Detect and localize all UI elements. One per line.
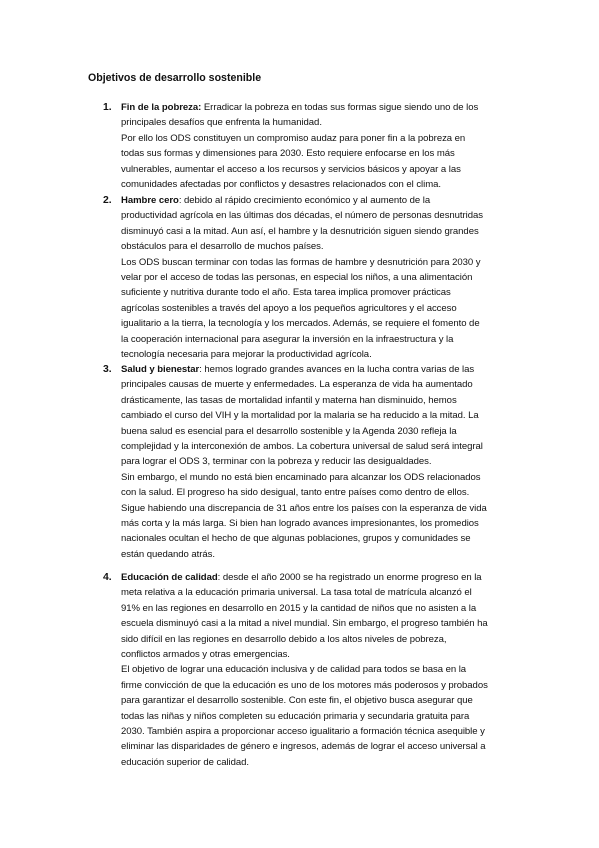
goal-heading-line: [121, 193, 430, 208]
goal-text-line: El objetivo de lograr una educación inclusiva y de calidad para todos se basa en la: [121, 664, 467, 676]
goal-text-line: todas sus formas y dimensiones para 2030. Esto requiere enfocarse en los más: [121, 148, 455, 160]
goal-text-line: para lograr el ODS 3, terminar con la pobreza y reducir las desigualdades.: [121, 456, 432, 468]
goal-text-line: escuela disminuyó casi a la mitad a nivel mundial. Sin embargo, el progreso también ha: [121, 618, 488, 630]
goal-text-line: más corta y la más larga. Si bien han logrado avances impresionantes, los promedios: [121, 518, 479, 529]
goal-text: Erradicar la pobreza en todas sus formas sigue siendo uno de los: [201, 102, 479, 113]
goal-text-line: 2030. También aspira a proporcionar acceso igualitario a formación técnica asequible y: [121, 726, 485, 737]
goal-text-line: cambiado el curso del VIH y la mortalidad por la malaria se ha reducido a la mitad. La: [121, 410, 479, 422]
goal-text-line: educación superior de calidad.: [121, 756, 249, 768]
goal-text-line: Sin embargo, el mundo no está bien encaminado para alcanzar los ODS relacionados: [121, 471, 481, 483]
goal-text-line: 91% en las regiones en desarrollo en 2015 y la cantidad de niños que no asisten a la: [121, 602, 477, 614]
goal-text-line: meta relativa a la educación primaria universal. La tasa total de matrícula alcanzó el: [121, 587, 472, 599]
goal-text-line: obstáculos para el desarrollo de muchos países.: [121, 241, 324, 253]
goal-number: 2.: [103, 195, 112, 206]
goal-text: : desde el año 2000 se ha registrado un enorme progreso en la: [217, 572, 482, 583]
goal-heading-line: [121, 362, 474, 377]
goal-text-line: todas las niñas y niños completen su educación primaria y secundaria gratuita para: [121, 710, 470, 722]
goal-text-line: con la salud. El progreso ha sido desigual, tanto entre países como dentro de ellos.: [121, 487, 470, 499]
goal-text-line: firme convicción de que la educación es uno de los motores más poderosos y probados: [121, 679, 488, 691]
goal-text-line: vulnerables, aumentar el acceso a los recursos y servicios básicos y apoyar a las: [121, 163, 461, 175]
goal-text-line: comunidades afectadas por conflictos y desastres relacionados con el clima.: [121, 179, 441, 190]
goal-number: 4.: [103, 572, 112, 583]
goal-term: Fin de la pobreza:: [121, 102, 202, 113]
goal-text-line: la cooperación internacional para asegurar la inversión en la infraestructura y la: [121, 333, 454, 345]
goal-number: 3.: [103, 364, 112, 375]
goal-text-line: para garantizar el desarrollo sostenible. Con este fin, el objetivo busca asegurar que: [121, 695, 473, 707]
goal-text-line: productividad agrícola en las últimas dos décadas, el número de personas desnutridas: [121, 210, 483, 222]
goal-text-line: agrícolas sostenibles a través del apoyo a los pequeños agricultores y el acceso: [121, 302, 457, 314]
goal-text-line: conflictos armados y otras emergencias.: [121, 649, 290, 660]
goal-text-line: sido difícil en las regiones en desarrollo debido a los altos niveles de pobreza,: [121, 633, 447, 645]
goal-text: : debido al rápido crecimiento económico y al aumento de la: [178, 195, 431, 206]
goal-text-line: nacionales ocultan el hecho de que algunas poblaciones, grupos y comunidades se: [121, 533, 471, 545]
goal-term: Salud y bienestar: [121, 364, 200, 375]
goal-text: : hemos logrado grandes avances en la lucha contra varias de las: [199, 364, 475, 375]
goal-heading-line: [121, 100, 478, 115]
goal-text-line: están quedando atrás.: [121, 548, 215, 560]
goal-text-line: buena salud es esencial para el desarrollo sostenible y la Agenda 2030 refleja la: [121, 425, 457, 437]
goal-text-line: drásticamente, las tasas de mortalidad infantil y materna han disminuido, hemos: [121, 394, 457, 406]
goal-text-line: disminuyó casi a la mitad. Aun así, el hambre y la desnutrición siguen siendo grandes: [121, 225, 479, 237]
goal-text-line: tecnología necesaria para mejorar la productividad agrícola.: [121, 349, 372, 360]
goal-text-line: suficiente y nutritiva durante todo el año. Esta tarea implica promover prácticas: [121, 287, 451, 299]
goal-text-line: eliminar las disparidades de género e ingresos, además de lograr el acceso universal a: [121, 741, 486, 753]
document-title: Objetivos de desarrollo sostenible: [88, 72, 262, 84]
goal-text-line: complejidad y la interconexión de ambos. La cobertura universal de salud será integral: [121, 441, 483, 452]
goal-term: Educación de calidad: [121, 572, 218, 583]
goal-heading-line: [121, 570, 482, 585]
goal-text-line: Sigue habiendo una discrepancia de 31 años entre los países con la esperanza de vida: [121, 502, 487, 514]
goal-text-line: principales desafíos que enfrenta la humanidad.: [121, 117, 322, 129]
goal-text-line: principales causas de muerte y enfermedades. La esperanza de vida ha aumentado: [121, 379, 473, 391]
goal-term: Hambre cero: [121, 195, 179, 206]
goal-text-line: velar por el acceso de todas las personas, en especial los niños, a una alimentación: [121, 272, 473, 283]
goal-number: 1.: [103, 102, 112, 113]
goal-text-line: Por ello los ODS constituyen un compromiso audaz para poner fin a la pobreza en: [121, 132, 466, 144]
goal-text-line: Los ODS buscan terminar con todas las formas de hambre y desnutrición para 2030 y: [121, 256, 481, 268]
goal-text-line: igualitario a la tierra, la tecnología y los mercados. Además, se requiere el fomento de: [121, 318, 480, 330]
